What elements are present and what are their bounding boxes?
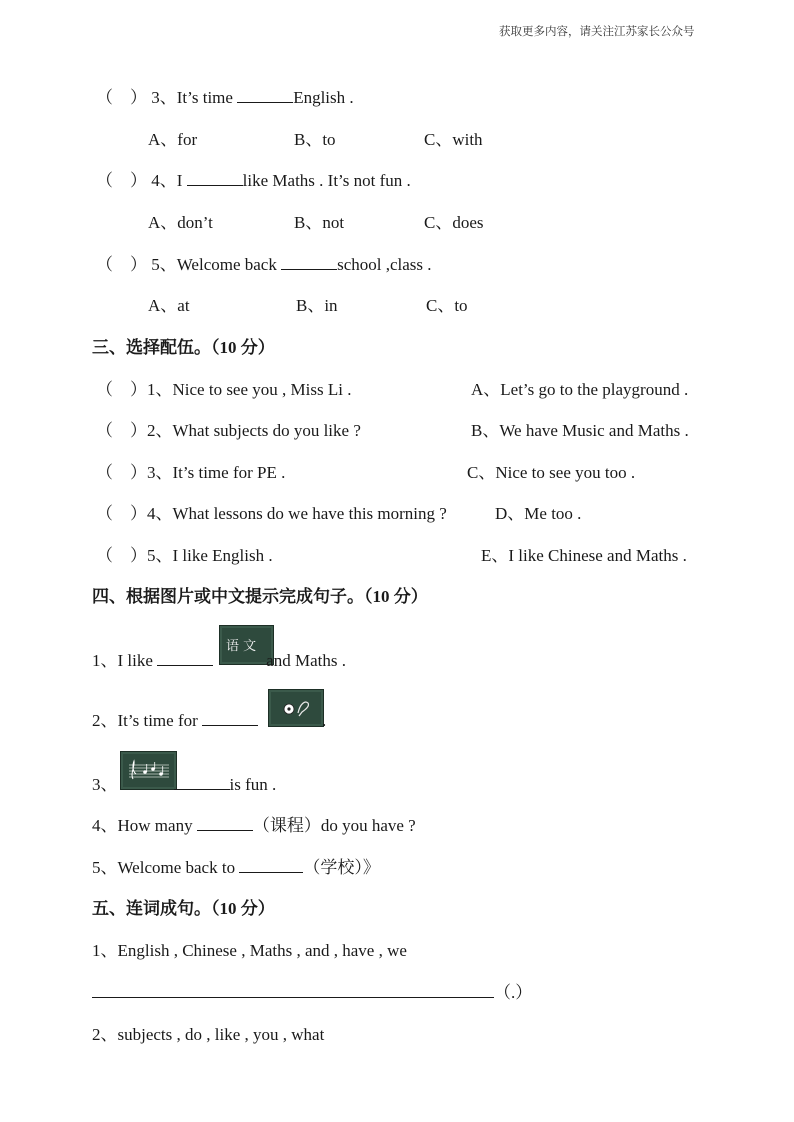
answer-blank[interactable] — [239, 858, 303, 873]
mc-question-5: （ ） 5、Welcome back school ,class . — [96, 255, 432, 274]
mc-option-4c: C、does — [424, 213, 484, 232]
word-order-question-2: 2、subjects , do , like , you , what — [92, 1025, 325, 1044]
answer-paren[interactable]: （ ） — [96, 463, 147, 482]
answer-blank[interactable] — [237, 88, 293, 103]
mc-question-3: （ ） 3、It’s time English . — [96, 88, 354, 107]
match-question-1: （ ）1、Nice to see you , Miss Li . — [96, 380, 352, 399]
answer-blank[interactable] — [187, 171, 243, 186]
picture-question-1: 1、I like and Maths . — [92, 651, 346, 670]
mc-option-4a: A、don’t — [148, 213, 213, 232]
answer-paren[interactable]: （ ） — [96, 546, 147, 565]
answer-paren[interactable]: （ ） — [96, 421, 147, 440]
mc-option-5a: A、at — [148, 296, 190, 315]
match-question-5: （ ）5、I like English . — [96, 546, 273, 565]
answer-line-1: （.） — [92, 983, 532, 1003]
hint-question-5: 5、Welcome back to （学校）》 — [92, 858, 380, 877]
answer-paren[interactable]: （ ） — [96, 255, 147, 274]
header-note: 获取更多内容，请关注江苏家长公众号 — [499, 26, 695, 38]
match-question-4: （ ）4、What lessons do we have this morning ? — [96, 504, 447, 523]
picture-question-2: 2、It’s time for . — [92, 711, 327, 730]
mc-option-3a: A、for — [148, 130, 198, 149]
match-question-2: （ ）2、What subjects do you like ? — [96, 421, 361, 440]
answer-blank[interactable] — [157, 651, 213, 666]
match-answer-d: D、Me too . — [495, 504, 582, 523]
match-answer-c: C、Nice to see you too . — [467, 463, 636, 482]
mc-option-3b: B、to — [294, 130, 336, 149]
answer-blank[interactable] — [202, 711, 258, 726]
answer-blank[interactable] — [197, 816, 253, 831]
answer-paren[interactable]: （ ） — [96, 171, 147, 190]
answer-blank[interactable] — [174, 775, 230, 790]
hint-question-4: 4、How many （课程）do you have ? — [92, 816, 416, 835]
match-answer-e: E、I like Chinese and Maths . — [481, 546, 687, 565]
section-title: 四、根据图片或中文提示完成句子。（10 分） — [92, 587, 428, 606]
answer-paren[interactable]: （ ） — [96, 504, 147, 523]
match-question-3: （ ）3、It’s time for PE . — [96, 463, 286, 482]
match-answer-a: A、Let’s go to the playground . — [471, 380, 689, 399]
picture-question-3: 3、 is fun . — [92, 775, 277, 794]
mc-option-5c: C、to — [426, 296, 468, 315]
mc-option-5b: B、in — [296, 296, 338, 315]
section-title: 五、连词成句。（10 分） — [92, 899, 275, 918]
word-order-question-1: 1、English , Chinese , Maths , and , have , we — [92, 941, 407, 960]
section-title: 三、选择配伍。（10 分） — [92, 338, 275, 357]
answer-blank[interactable] — [92, 983, 494, 998]
match-answer-b: B、We have Music and Maths . — [471, 421, 689, 440]
answer-paren[interactable]: （ ） — [96, 88, 147, 107]
chinese-subject-text: 语 文 — [226, 639, 257, 654]
answer-blank[interactable] — [281, 255, 337, 270]
mc-option-4b: B、not — [294, 213, 345, 232]
mc-option-3c: C、with — [424, 130, 483, 149]
mc-question-4: （ ） 4、I like Maths . It’s not fun . — [96, 171, 411, 190]
answer-paren[interactable]: （ ） — [96, 380, 147, 399]
